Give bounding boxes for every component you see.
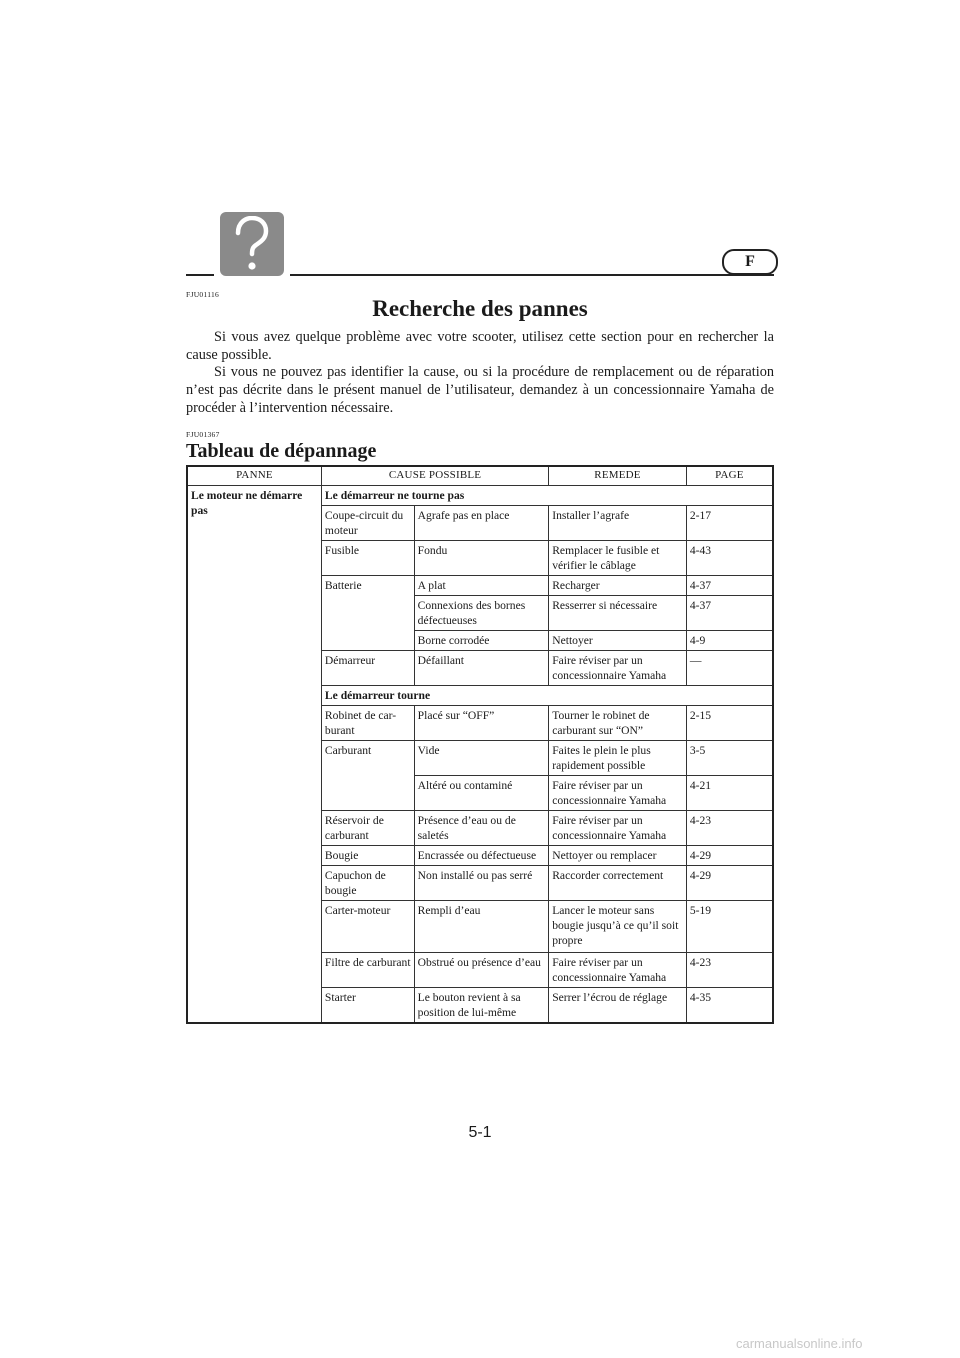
cause-cell: Défaillant (414, 651, 549, 686)
cause-cell: Non installé ou pas serré (414, 866, 549, 901)
remedy-cell: Faire réviser par un concessionnaire Yamaha (549, 953, 687, 988)
item-cell: Carter-moteur (321, 901, 414, 953)
item-cell: Démarreur (321, 651, 414, 686)
language-badge: F (722, 249, 778, 275)
item-cell: Carburant (321, 741, 414, 811)
page-cell: 4-29 (686, 846, 773, 866)
remedy-cell: Installer l’agrafe (549, 506, 687, 541)
item-cell: Bougie (321, 846, 414, 866)
watermark: carmanualsonline.info (736, 1336, 863, 1351)
cause-cell: Encrassée ou défectueuse (414, 846, 549, 866)
item-cell: Capuchon de bougie (321, 866, 414, 901)
page-cell: 4-37 (686, 596, 773, 631)
remedy-cell: Tourner le robinet de carburant sur “ON” (549, 706, 687, 741)
page-cell: 4-37 (686, 576, 773, 596)
table-header-row (187, 466, 773, 486)
page-cell: 4-9 (686, 631, 773, 651)
troubleshooting-table (186, 465, 774, 1024)
cause-cell: Fondu (414, 541, 549, 576)
cause-cell: Placé sur “OFF” (414, 706, 549, 741)
remedy-cell: Faire réviser par un concessionnaire Yamaha (549, 651, 687, 686)
item-cell: Starter (321, 988, 414, 1024)
page-cell: 4-29 (686, 866, 773, 901)
page-title: Recherche des pannes (372, 296, 588, 321)
remedy-cell: Nettoyer (549, 631, 687, 651)
remedy-cell: Nettoyer ou remplacer (549, 846, 687, 866)
intro-paragraph-2: Si vous ne pouvez pas identifier la cause, ou si la procédure de remplacement ou de réparation n’est pas décrite dans le présent manuel de l’utilisateur, demandez à un concessionnaire Yamaha de procéder à l’intervention nécessaire. (186, 364, 774, 416)
header-rule-left (186, 274, 214, 276)
item-cell: Réservoir de carburant (321, 811, 414, 846)
page-cell: 2-15 (686, 706, 773, 741)
cause-cell: Agrafe pas en place (414, 506, 549, 541)
item-cell: Filtre de carburant (321, 953, 414, 988)
remedy-cell: Lancer le moteur sans bougie jusqu’à ce qu’il soit propre (549, 901, 687, 953)
item-cell: Robinet de car-burant (321, 706, 414, 741)
page-cell: 4-23 (686, 953, 773, 988)
cause-cell: Borne corrodée (414, 631, 549, 651)
col-header-page: PAGE (686, 466, 773, 486)
remedy-cell: Raccorder correctement (549, 866, 687, 901)
cause-cell: Rempli d’eau (414, 901, 549, 953)
page-cell: 5-19 (686, 901, 773, 953)
remedy-cell: Faire réviser par un concessionnaire Yamaha (549, 776, 687, 811)
item-cell: Coupe-circuit du moteur (321, 506, 414, 541)
cause-cell: Vide (414, 741, 549, 776)
cause-cell: Connexions des bornes défectueuses (414, 596, 549, 631)
cause-cell: Obstrué ou présence d’eau (414, 953, 549, 988)
cause-cell: Présence d’eau ou de saletés (414, 811, 549, 846)
intro-paragraph-1: Si vous avez quelque problème avec votre scooter, utilisez cette section pour en rechercher la cause possible. (186, 329, 774, 363)
header-rule-right (290, 274, 774, 276)
item-cell: Fusible (321, 541, 414, 576)
page-cell: — (686, 651, 773, 686)
remedy-cell: Remplacer le fusible et vérifier le câblage (549, 541, 687, 576)
cause-cell: Le bouton revient à sa position de lui-même (414, 988, 549, 1024)
col-header-panne: PANNE (187, 466, 321, 486)
remedy-cell: Faire réviser par un concessionnaire Yamaha (549, 811, 687, 846)
question-mark-icon (220, 212, 284, 276)
page-cell: 4-43 (686, 541, 773, 576)
col-header-cause: CAUSE POSSIBLE (321, 466, 548, 486)
remedy-cell: Serrer l’écrou de réglage (549, 988, 687, 1024)
table-section-code: FJU01367 (186, 430, 220, 439)
remedy-cell: Resserrer si nécessaire (549, 596, 687, 631)
remedy-cell: Recharger (549, 576, 687, 596)
page-number: 5-1 (468, 1124, 492, 1141)
subheader-starter-turning: Le démarreur tourne (321, 686, 773, 706)
subheader-starter-not-turning: Le démarreur ne tourne pas (321, 486, 773, 506)
cause-cell: Altéré ou contaminé (414, 776, 549, 811)
page-cell: 3-5 (686, 741, 773, 776)
item-cell: Batterie (321, 576, 414, 651)
section-title: Tableau de dépannage (186, 440, 377, 462)
col-header-remede: REMEDE (549, 466, 687, 486)
cause-cell: A plat (414, 576, 549, 596)
panne-cell: Le moteur ne démarre pas (187, 486, 321, 1024)
page-cell: 2-17 (686, 506, 773, 541)
subheader-row (187, 486, 773, 506)
page-cell: 4-35 (686, 988, 773, 1024)
section-code: FJU01116 (186, 290, 220, 299)
page-cell: 4-21 (686, 776, 773, 811)
remedy-cell: Faites le plein le plus rapidement possible (549, 741, 687, 776)
page-cell: 4-23 (686, 811, 773, 846)
